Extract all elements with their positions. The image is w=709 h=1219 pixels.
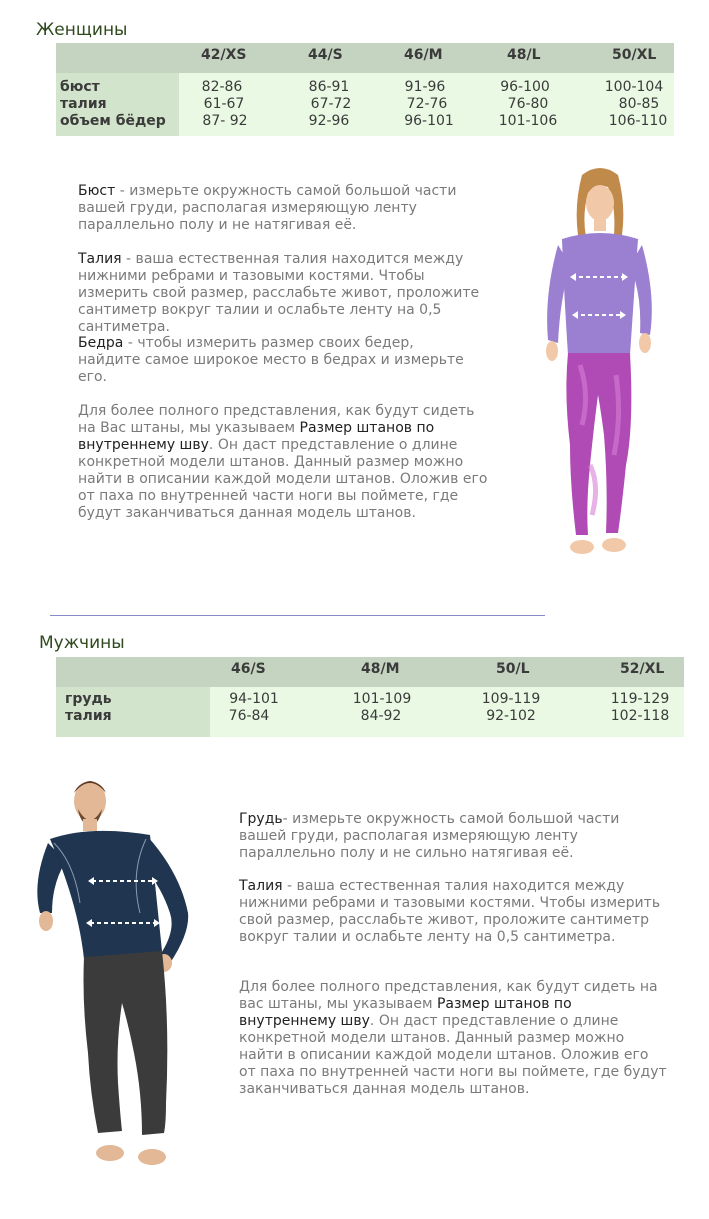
table-cell: 92-96 — [308, 113, 350, 129]
term-chest: Грудь — [239, 811, 283, 827]
men-chest-description — [239, 811, 669, 862]
table-cell: 76-80 — [507, 96, 549, 112]
waist-text: - ваша естественная талия находится между нижними ребрами и тазовыми костями. Чтобы измерить свой размер, расслабьте живот, проложите сантиметр вокруг талии и ослабьте ленту на 0,5 сантиметра. — [239, 878, 661, 945]
size-header: 50/XL — [612, 47, 657, 63]
table-cell: 109-119 — [481, 691, 541, 707]
inseam-text-before: Для более полного представления, как будут сидеть на Вас штаны, мы указываем — [78, 403, 475, 436]
table-cell: 102-118 — [610, 708, 670, 724]
hips-text: - чтобы измерить размер своих бедер, найдите самое широкое место в бедрах и измерьте его. — [78, 335, 464, 385]
row-label-waist: талия — [65, 708, 112, 724]
inseam-text-before: Для более полного представления, как будут сидеть на вас штаны, мы указываем — [239, 979, 658, 1012]
women-size-table — [56, 43, 674, 136]
table-cell: 80-85 — [618, 96, 660, 112]
bust-text: - измерьте окружность самой большой части вашей груди, располагая измеряющую ленту параллельно полу и не натягивая её. — [78, 183, 457, 233]
women-inseam-description — [78, 403, 490, 522]
term-hips: Бедра — [78, 335, 124, 351]
size-header: 42/XS — [201, 47, 247, 63]
woman-model-photo — [530, 165, 670, 565]
size-header: 46/M — [404, 47, 443, 63]
table-cell: 84-92 — [360, 708, 402, 724]
chest-text: - измерьте окружность самой большой части вашей груди, располагая измеряющую ленту параллельно полу и не сильно натягивая её. — [239, 811, 620, 861]
table-cell: 119-129 — [610, 691, 670, 707]
table-cell: 87- 92 — [202, 113, 248, 129]
table-cell: 67-72 — [310, 96, 352, 112]
men-waist-description — [239, 878, 664, 946]
table-cell: 61-67 — [203, 96, 245, 112]
row-label-hips: объем бёдер — [60, 113, 166, 129]
term-inseam: Размер штанов по внутреннему шву — [78, 420, 435, 453]
table-cell: 101-109 — [352, 691, 412, 707]
size-header: 50/L — [496, 661, 530, 677]
women-hips-description — [78, 335, 478, 386]
women-table-header — [56, 43, 674, 73]
size-header: 48/M — [361, 661, 400, 677]
row-label-bust: бюст — [60, 79, 100, 95]
inseam-text-after: . Он даст представление о длине конкретной модели штанов. Данный размер можно найти в описании каждой модели штанов. Оложив его от паха по внутренней части ноги вы поймете, где будут заканчиваться данная модель штанов. — [78, 437, 488, 521]
table-cell: 82-86 — [201, 79, 243, 95]
term-waist: Талия — [78, 251, 122, 267]
women-section-title: Женщины — [36, 20, 128, 40]
term-inseam: Размер штанов по внутреннему шву — [239, 996, 572, 1029]
inseam-text-after: . Он даст представление о длине конкретной модели штанов. Данный размер можно найти в описании каждой модели штанов. Оложив его от паха по внутренней части ноги вы поймете, где будут заканчиваться данная модель штанов. — [239, 1013, 667, 1097]
table-cell: 94-101 — [229, 691, 279, 707]
size-header: 46/S — [231, 661, 266, 677]
table-cell: 96-101 — [404, 113, 454, 129]
row-label-chest: грудь — [65, 691, 112, 707]
table-cell: 76-84 — [228, 708, 270, 724]
women-waist-description — [78, 251, 493, 336]
table-cell: 100-104 — [604, 79, 664, 95]
size-header: 44/S — [308, 47, 343, 63]
table-cell: 96-100 — [500, 79, 550, 95]
table-cell: 106-110 — [608, 113, 668, 129]
table-cell: 86-91 — [308, 79, 350, 95]
term-waist: Талия — [239, 878, 283, 894]
table-cell: 101-106 — [498, 113, 558, 129]
size-header: 48/L — [507, 47, 541, 63]
table-cell: 91-96 — [404, 79, 446, 95]
row-label-waist: талия — [60, 96, 107, 112]
men-section-title: Мужчины — [39, 633, 125, 653]
men-table-header — [56, 657, 684, 687]
section-divider — [50, 615, 545, 616]
men-inseam-description — [239, 979, 669, 1098]
waist-text: - ваша естественная талия находится между нижними ребрами и тазовыми костями. Чтобы измерить свой размер, расслабьте живот, проложите сантиметр вокруг талии и ослабьте ленту на 0,5 сантиметра. — [78, 251, 480, 335]
table-cell: 92-102 — [486, 708, 536, 724]
size-header: 52/XL — [620, 661, 665, 677]
women-bust-description — [78, 183, 468, 234]
man-model-photo — [30, 773, 230, 1173]
table-cell: 72-76 — [406, 96, 448, 112]
men-size-table — [56, 657, 684, 737]
term-bust: Бюст — [78, 183, 116, 199]
